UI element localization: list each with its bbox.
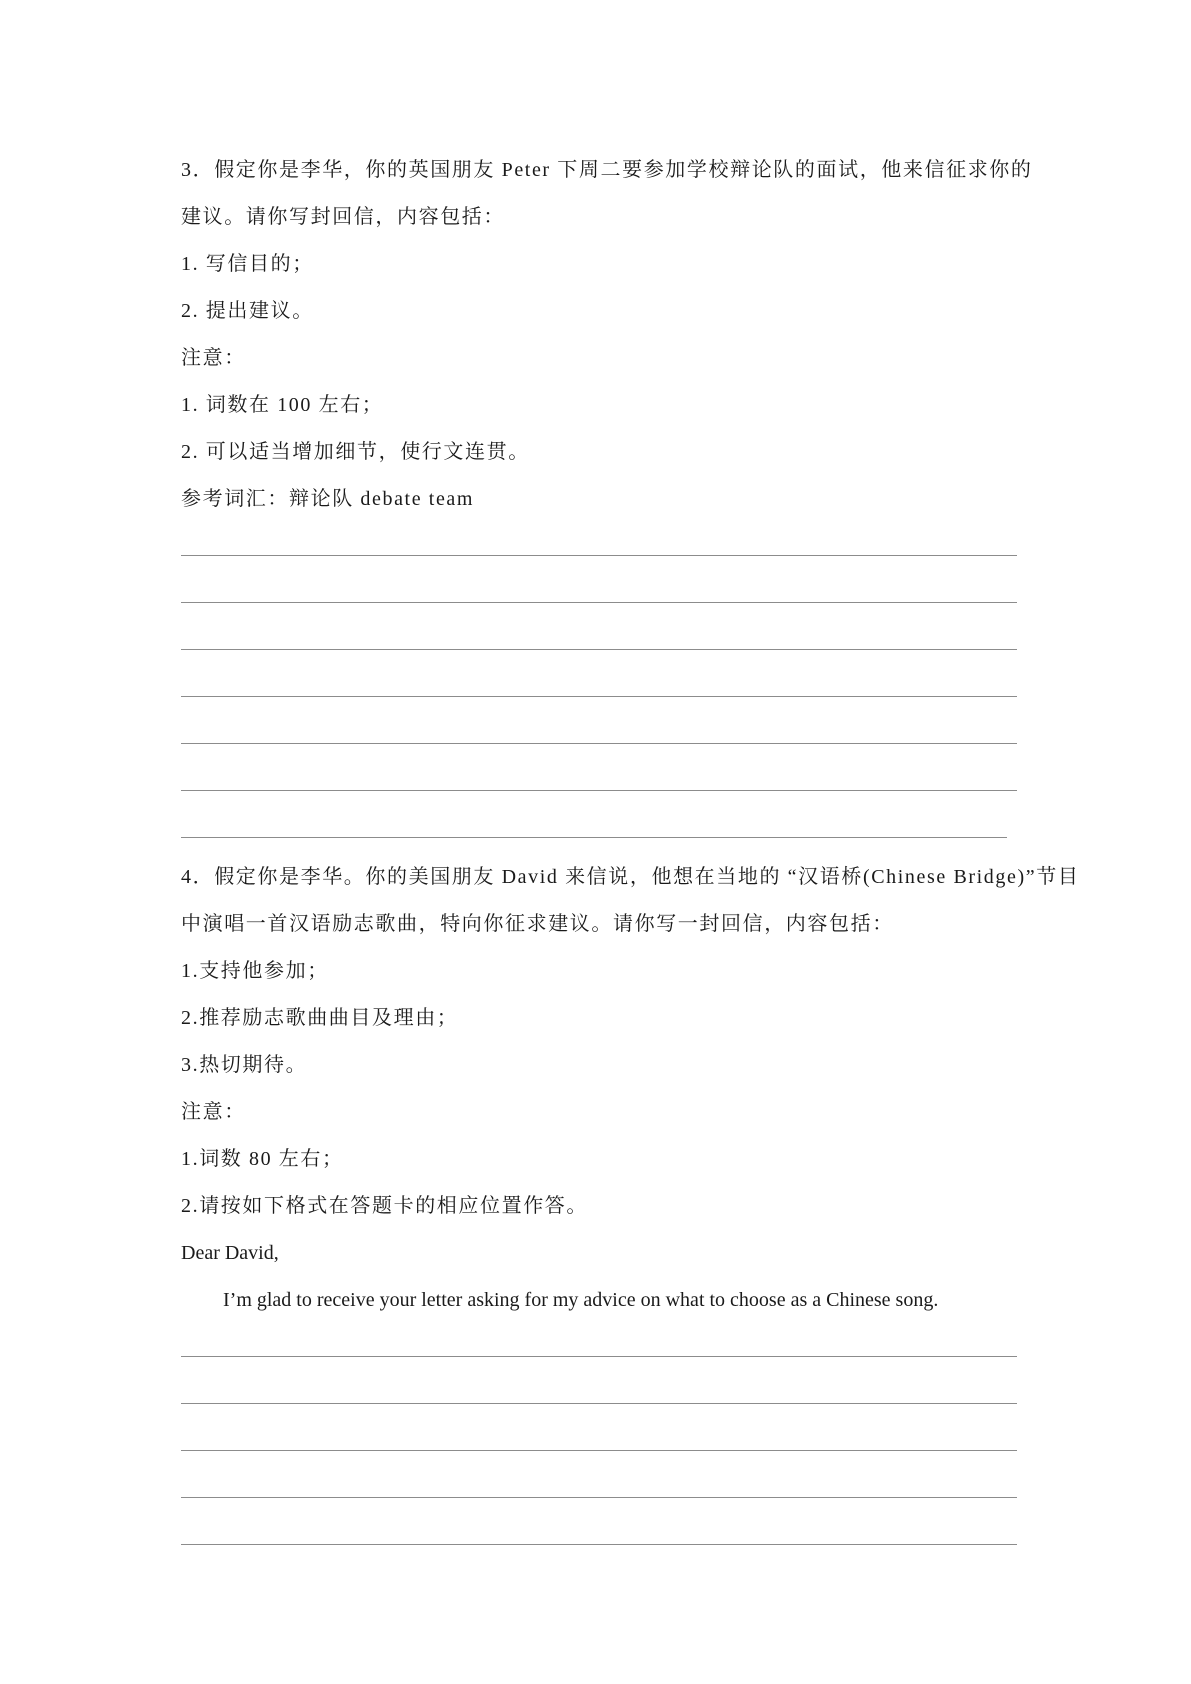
q3-note-2: 2. 可以适当增加细节，使行文连贯。 [181, 441, 530, 463]
q4-answer-line [181, 1403, 1017, 1404]
letter-salutation: Dear David, [181, 1242, 279, 1264]
q4-prompt-line-2: 中演唱一首汉语励志歌曲，特向你征求建议。请你写一封回信，内容包括： [181, 913, 894, 935]
q4-answer-line [181, 1450, 1017, 1451]
q3-answer-line [181, 790, 1017, 791]
q4-content-point-1: 1.支持他参加； [181, 960, 329, 982]
q4-answer-line [181, 1356, 1017, 1357]
q4-prompt-line-1: 4．假定你是李华。你的美国朋友 David 来信说，他想在当地的 “汉语桥(Chinese Bridge)”节目 [181, 866, 1080, 888]
q3-answer-line [181, 649, 1017, 650]
letter-opening-sentence: I’m glad to receive your letter asking for my advice on what to choose as a Chinese song. [223, 1289, 939, 1311]
q4-note-title: 注意： [181, 1101, 246, 1123]
q3-answer-line [181, 743, 1017, 744]
q3-note-title: 注意： [181, 347, 246, 369]
q3-answer-line [181, 696, 1017, 697]
q3-prompt-line-2: 建议。请你写封回信，内容包括： [181, 206, 505, 228]
q3-content-point-2: 2. 提出建议。 [181, 300, 314, 322]
q4-note-2: 2.请按如下格式在答题卡的相应位置作答。 [181, 1195, 588, 1217]
q4-content-point-2: 2.推荐励志歌曲曲目及理由； [181, 1007, 459, 1029]
q3-answer-line [181, 602, 1017, 603]
q4-answer-line [181, 1544, 1017, 1545]
q4-content-point-3: 3.热切期待。 [181, 1054, 308, 1076]
q3-answer-line [181, 555, 1017, 556]
q4-note-1: 1.词数 80 左右； [181, 1148, 344, 1170]
q3-vocabulary: 参考词汇：辩论队 debate team [181, 488, 475, 510]
q3-answer-line [181, 837, 1007, 838]
q3-content-point-1: 1. 写信目的； [181, 253, 314, 275]
q4-answer-line [181, 1497, 1017, 1498]
q3-prompt-line-1: 3．假定你是李华，你的英国朋友 Peter 下周二要参加学校辩论队的面试，他来信征求你的 [181, 159, 1033, 181]
q3-note-1: 1. 词数在 100 左右； [181, 394, 384, 416]
